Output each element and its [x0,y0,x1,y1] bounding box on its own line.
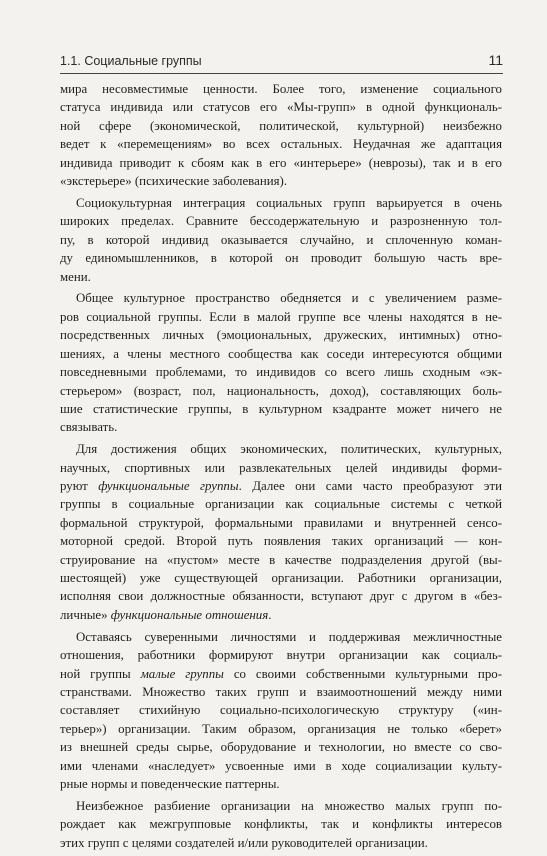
text-line: шие статистические группы, в культурном кзадранте может ничего не [60,401,502,416]
text-line: личные» функциональные отношения. [60,607,272,622]
text-line: отношения, работники формируют внутри организации как социаль- [60,648,502,663]
body-text [60,80,502,856]
text-line: этих групп с целями создателей и/или руководителей организации. [60,835,428,850]
text-line: группы в социальные организации как социальные системы с четкой [60,497,502,512]
paragraph [60,289,502,436]
paragraph [60,628,502,794]
header-rule [60,73,503,74]
emphasized-term: малые группы [140,666,224,681]
text-line: составляет стихийную социально-психологическую структуру («ин- [60,703,502,718]
text-line: моторной средой. Второй путь появления таких организаций — кон- [60,534,502,549]
emphasized-term: функциональные отношения [110,607,269,622]
text-line: ду единомышленников, в которой он проводит большую часть вре- [60,251,502,266]
text-line: «экстерьере» (психические заболевания). [60,174,288,189]
text-line: шестоящей) уже существующей организации. Работники организации, [60,571,502,586]
text-line: посредственных личных (эмоциональных, дружеских, интимных) отно- [60,328,502,343]
text-line: шениях, а члены местного сообщества как соседи интересуются общими [60,346,502,361]
text-line: рождает как межгрупповые конфликты, так и конфликты интересов [60,817,502,832]
text-line: повседневными проблемами, то индивидов со всего лишь сходным «эк- [60,365,502,380]
paragraph [60,797,502,852]
page-number: 11 [488,52,503,68]
text-line: ведет к «перемещениям» во всех остальных. Неудачная же адаптация [60,137,502,152]
text-line: формальной структурой, формальными правилами и внутренней сенсо- [60,515,502,530]
text-line: Общее культурное пространство обедняется и с увеличением разме- [76,291,502,306]
text-line: рные нормы и поведенческие паттерны. [60,777,280,792]
text-line: ров социальной группы. Если в малой группе все члены находятся в не- [60,309,502,324]
text-line: мира несовместимые ценности. Более того, изменение социального [60,82,502,96]
text-line: из внешней среды сырье, оборудование и технологии, но вместе со сво- [60,740,502,755]
text-line: Оставаясь суверенными личностями и поддерживая межличностные [76,629,502,644]
text-line: ной сфере (экономической, политической, культурной) неизбежно [60,118,502,133]
text-line: стерьером» (возраст, пол, национальность, доход), составляющих боль- [60,383,502,398]
paragraph [60,440,502,624]
text-line: статуса индивида или статусов его «Мы-групп» в одной функциональ- [60,100,502,115]
running-header [60,52,503,68]
text-line: мени. [60,269,91,284]
text-line: ими членами «наследует» усвоенные ими в ходе социализации культу- [60,758,502,773]
text-line: струирование на «пустом» месте в качестве подразделения другой (вы- [60,552,502,567]
text-line: Социокультурная интеграция социальных групп варьируется в очень [76,195,502,210]
text-line: научных, спортивных или развлекательных целей индивиды форми- [60,460,502,475]
paragraph [60,194,502,286]
text-line: Неизбежное разбиение организации на множество малых групп по- [76,798,502,813]
text-line: Для достижения общих экономических, политических, культурных, [76,442,502,457]
text-line: странствами. Множество таких групп и взаимоотношений между ними [60,685,502,699]
text-line: широких пределах. Сравните бессодержательную и разрозненную тол- [60,214,502,229]
text-line: руют функциональные группы. Далее они сами часто преобразуют эти [60,479,502,494]
text-line: пу, в которой индивид оказывается случайно, и сплоченную коман- [60,232,502,247]
paragraph [60,80,502,190]
text-line: связывать. [60,420,118,435]
chapter-title: 1.1. Социальные группы [60,54,202,68]
text-line: терьер») организации. Таким образом, организация не только «берет» [60,721,502,736]
text-line: ной группы малые группы со своими собственными культурными про- [60,666,502,681]
text-line: исполняя свои должностные обязанности, вступают друг с другом в «без- [60,589,502,604]
text-line: индивида приводит к сбоям как в его «интерьере» (неврозы), так и в его [60,155,502,170]
emphasized-term: функциональные группы [98,479,239,494]
